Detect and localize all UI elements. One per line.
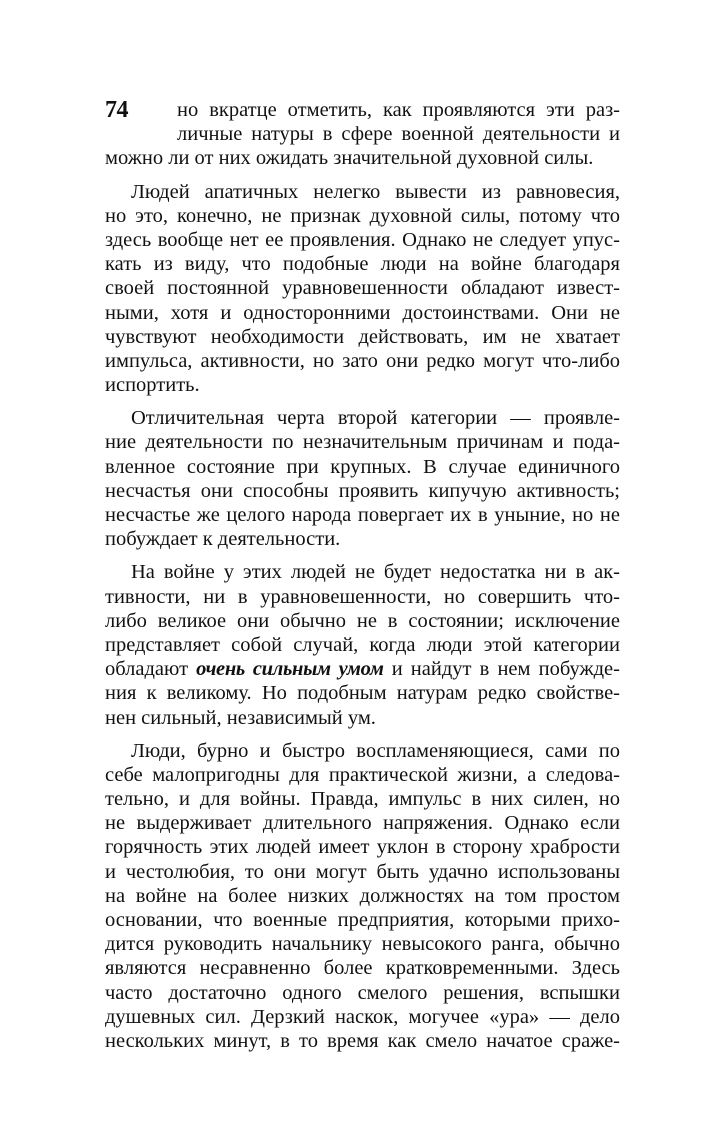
text-line: можно ли от них ожидать значительной духовной силы. [105,147,594,170]
text-line: но это, конечно, не признак духовной силы, потому что [105,204,620,227]
text-line: Отличительная черта второй категории — проявле- [131,407,620,430]
text-line: нен сильный, независимый ум. [105,706,376,729]
text-line: горячность этих людей имеет уклон в сторону храбрости [105,836,620,859]
text-fragment: и найдут в нем побужде- [383,658,620,681]
text-line: кать из виду, что подобные люди на войне благодаря [105,253,620,276]
text-line: испортить. [105,374,200,397]
text-line: импульса, активности, но зато они редко могут что-либо [105,349,620,372]
text-line: основании, что военные предприятия, которыми прихо- [105,909,620,931]
paragraph-continuation [105,98,620,171]
text-line: На войне у этих людей не будет недостатка ни в ак- [131,561,620,584]
text-line: ние деятельности по незначительным причинам и пода- [105,431,620,454]
text-line: Люди, бурно и быстро воспламеняющиеся, сами по [131,739,620,762]
text-line: но вкратце отметить, как проявляются эти раз- [177,99,620,121]
text-line: вленное состояние при крупных. В случае единичного [105,455,620,478]
book-page [105,98,620,1053]
text-line: чувствуют необходимости действовать, им не хватает [105,325,620,348]
text-line: и честолюбия, то они могут быть удачно использованы [105,860,620,883]
text-line: ния к великому. Но подобным натурам редко свойстве- [105,682,620,705]
text-line: душевных сил. Дерзкий наскок, могучее «ура» — дело [105,1005,620,1028]
text-line: ными, хотя и односторонними достоинствами. Они не [105,301,620,324]
paragraph [105,406,620,551]
paragraph [105,180,620,398]
text-line: Людей апатичных нелегко вывести из равновесия, [131,180,620,203]
text-line: своей постоянной уравновешенности обладают извест- [105,277,620,300]
text-line: являются несравненно более кратковременными. Здесь [105,957,620,980]
text-line: представляет собой случай, когда люди этой категории [105,633,620,656]
text-line: здесь вообще нет ее проявления. Однако не следует упус- [105,228,620,251]
text-line: себе малопригодны для практической жизни, а следова- [105,763,620,786]
paragraph [105,739,620,1053]
text-line: несчастье же целого народа повергает их в уныние, но не [105,504,620,526]
text-line: личные натуры в сфере военной деятельности и [177,123,620,146]
text-line: не выдерживает длительного напряжения. Однако если [105,812,620,835]
text-line: на войне на более низких должностях на том простом [105,884,620,907]
text-line: часто достаточно одного смелого решения, вспышки [105,981,620,1004]
paragraph [105,560,620,729]
text-line: побуждает к деятельности. [105,528,341,551]
page-number: 74 [105,97,128,123]
emphasized-text: очень сильным умом [196,658,384,681]
text-line: тивности, ни в уравновешенности, но совершить что- [105,585,620,608]
text-line: дится руководить начальнику невысокого ранга, обычно [105,933,620,956]
text-fragment: обладают [105,658,197,681]
text-line-emphasis [105,657,620,681]
text-line: тельно, и для войны. Правда, импульс в них силен, но [105,788,620,811]
text-line: либо великое они обычно не в состоянии; исключение [105,609,620,632]
text-line: несчастья они способны проявить кипучую активность; [105,479,620,502]
text-line: нескольких минут, в то время как смело начатое сраже- [105,1029,620,1052]
